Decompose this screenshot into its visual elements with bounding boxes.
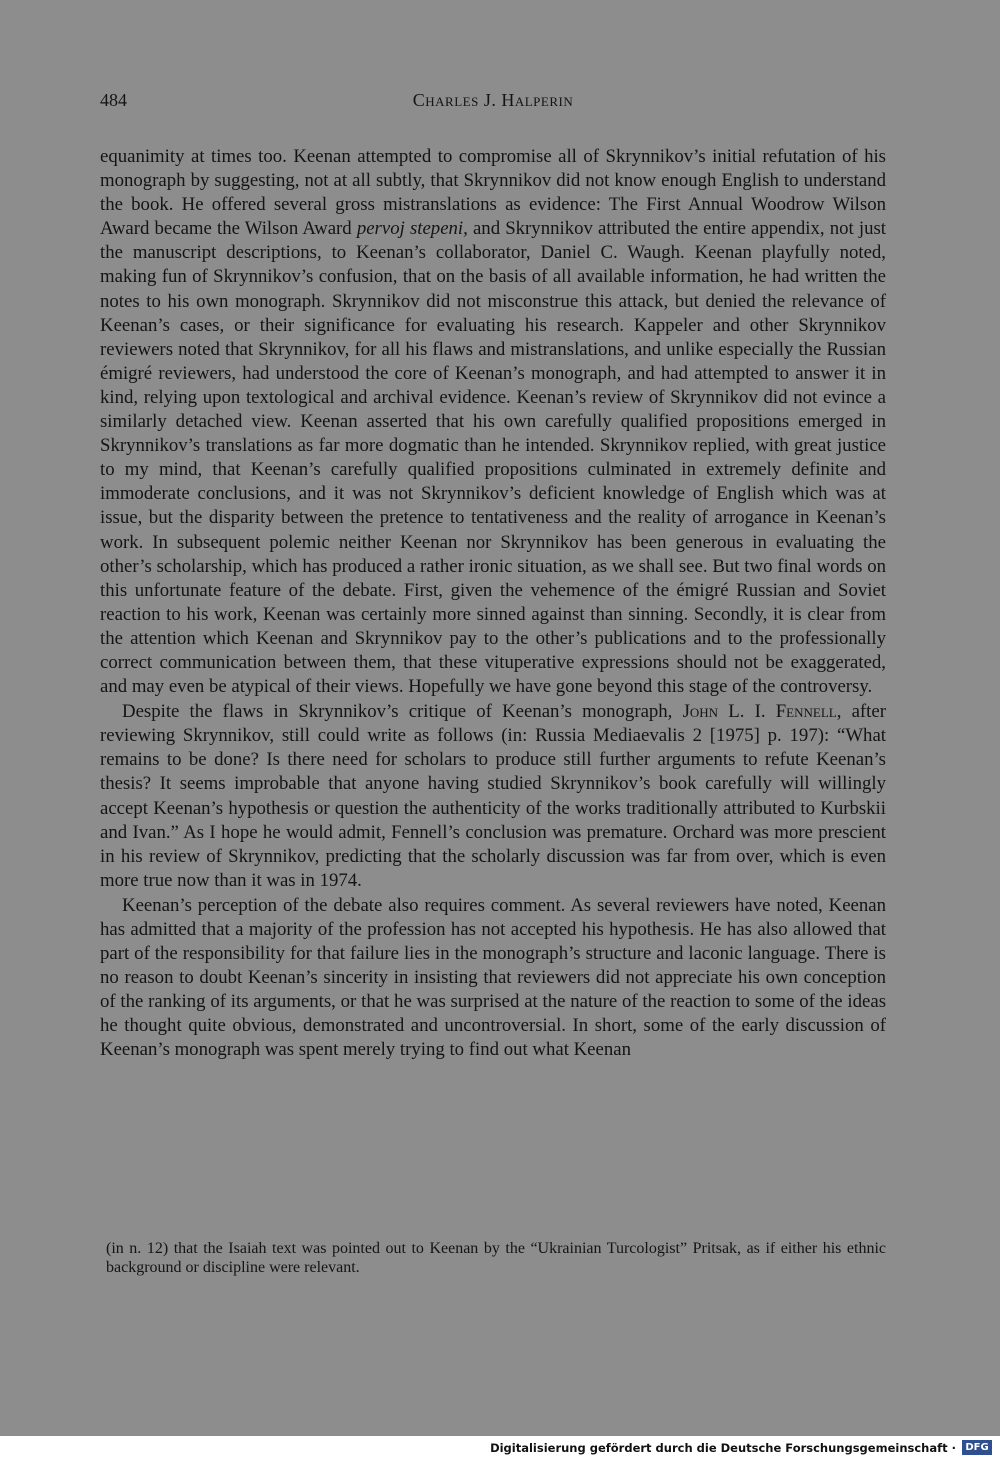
cited-author: John L. I. Fennell, <box>682 701 842 723</box>
page-number: 484 <box>100 90 127 110</box>
dfg-logo: DFG <box>962 1440 992 1455</box>
paragraph-1-part-2: and Skrynnikov attributed the entire appendix, not just the manuscript descriptions, to Keenan’s collaborator, Daniel C. Waugh. Keenan playfully noted, making fun of Skrynnikov’s confusion, that on the basis of all available information, he had written the notes to his own monograph. Skrynnikov did not misconstrue this attack, but denied the relevance of Keenan’s cases, or their significance for evaluating his research. Kappeler and other Skrynnikov reviewers noted that Skrynnikov, for all his flaws and mistranslations, and unlike especially the Russian émigré reviewers, had understood the core of Keenan’s monograph, and had attempted to answer it in kind, relying upon textological and archival evidence. Keenan’s review of Skrynnikov did not evince a similarly detached view. Keenan asserted that his own carefully qualified propositions emerged in Skrynnikov’s translations as far more dogmatic than he intended. Skrynnikov replied, with great justice to my mind, that Keenan’s carefully qualified propositions culminated in extremely definite and immoderate conclusions, and it was not Skrynnikov’s deficient knowledge of English which was at issue, but the disparity between the pretence to tentativeness and the reality of arrogance in Keenan’s work. In subsequent polemic neither Keenan nor Skrynnikov has been generous in evaluating the other’s scholarship, which has produced a rather ironic situation, as we shall see. But two final words on this unfortunate feature of the debate. First, given the vehemence of the émigré Russian and Soviet reaction to his work, Keenan was certainly more sinned against than sinning. Secondly, it is clear from the attention which Keenan and Skrynnikov pay to the other’s publications and to the professionally correct communication between them, that these vituperative expressions should not be exaggerated, and may even be atypical of their views. Hopefully we have gone beyond this stage of the controversy. <box>100 218 886 698</box>
digitization-credit: Digitalisierung gefördert durch die Deutsche Forschungsgemeinschaft · <box>490 1441 956 1455</box>
body-text <box>100 145 886 1063</box>
page-header <box>100 90 886 116</box>
paragraph-2 <box>100 700 886 893</box>
paragraph-2-part-1: Despite the flaws in Skrynnikov’s critique of Keenan’s monograph, <box>122 701 683 723</box>
digitization-credit-bar <box>0 1436 1000 1464</box>
paragraph-1-part-1: equanimity at times too. Keenan attempted to compromise all of Skrynnikov’s initial refutation of his monograph by suggesting, not at all subtly, that Skrynnikov did not know enough English to understand the book. He offered several gross mistranslations as evidence: The First Annual Woodrow Wilson Award became the Wilson Award <box>100 146 886 240</box>
paragraph-2-part-2: after reviewing Skrynnikov, still could write as follows (in: Russia Mediaevalis 2 [1975] p. 197): “What remains to be done? Is there need for scholars to produce still further arguments to refute Keenan’s thesis? It seems improbable that anyone having studied Skrynnikov’s book carefully will willingly accept Keenan’s hypothesis or question the authenticity of the works traditionally attributed to Kurbskii and Ivan.” As I hope he would admit, Fennell’s conclusion was premature. Orchard was more prescient in his review of Skrynnikov, predicting that the scholarly discussion was far from over, which is even more true now than it was in 1974. <box>100 701 886 891</box>
running-head: Charles J. Halperin <box>412 90 574 110</box>
paragraph-1 <box>100 145 886 699</box>
paragraph-3: Keenan’s perception of the debate also requires comment. As several reviewers have noted, Keenan has admitted that a majority of the profession has not accepted his hypothesis. He has also allowed that part of the responsibility for that failure lies in the monograph’s structure and laconic language. There is no reason to doubt Keenan’s sincerity in insisting that reviewers did not appreciate his own conception of the ranking of its arguments, or that he was surprised at the nature of the reaction to some of the ideas he thought quite obvious, demonstrated and uncontroversial. In short, some of the early discussion of Keenan’s monograph was spent merely trying to find out what Keenan <box>100 894 886 1061</box>
footnote: (in n. 12) that the Isaiah text was pointed out to Keenan by the “Ukrainian Turcologist” Pritsak, as if either his ethnic background or discipline were relevant. <box>106 1240 886 1276</box>
paragraph-1-italic: pervoj stepeni, <box>356 218 468 240</box>
